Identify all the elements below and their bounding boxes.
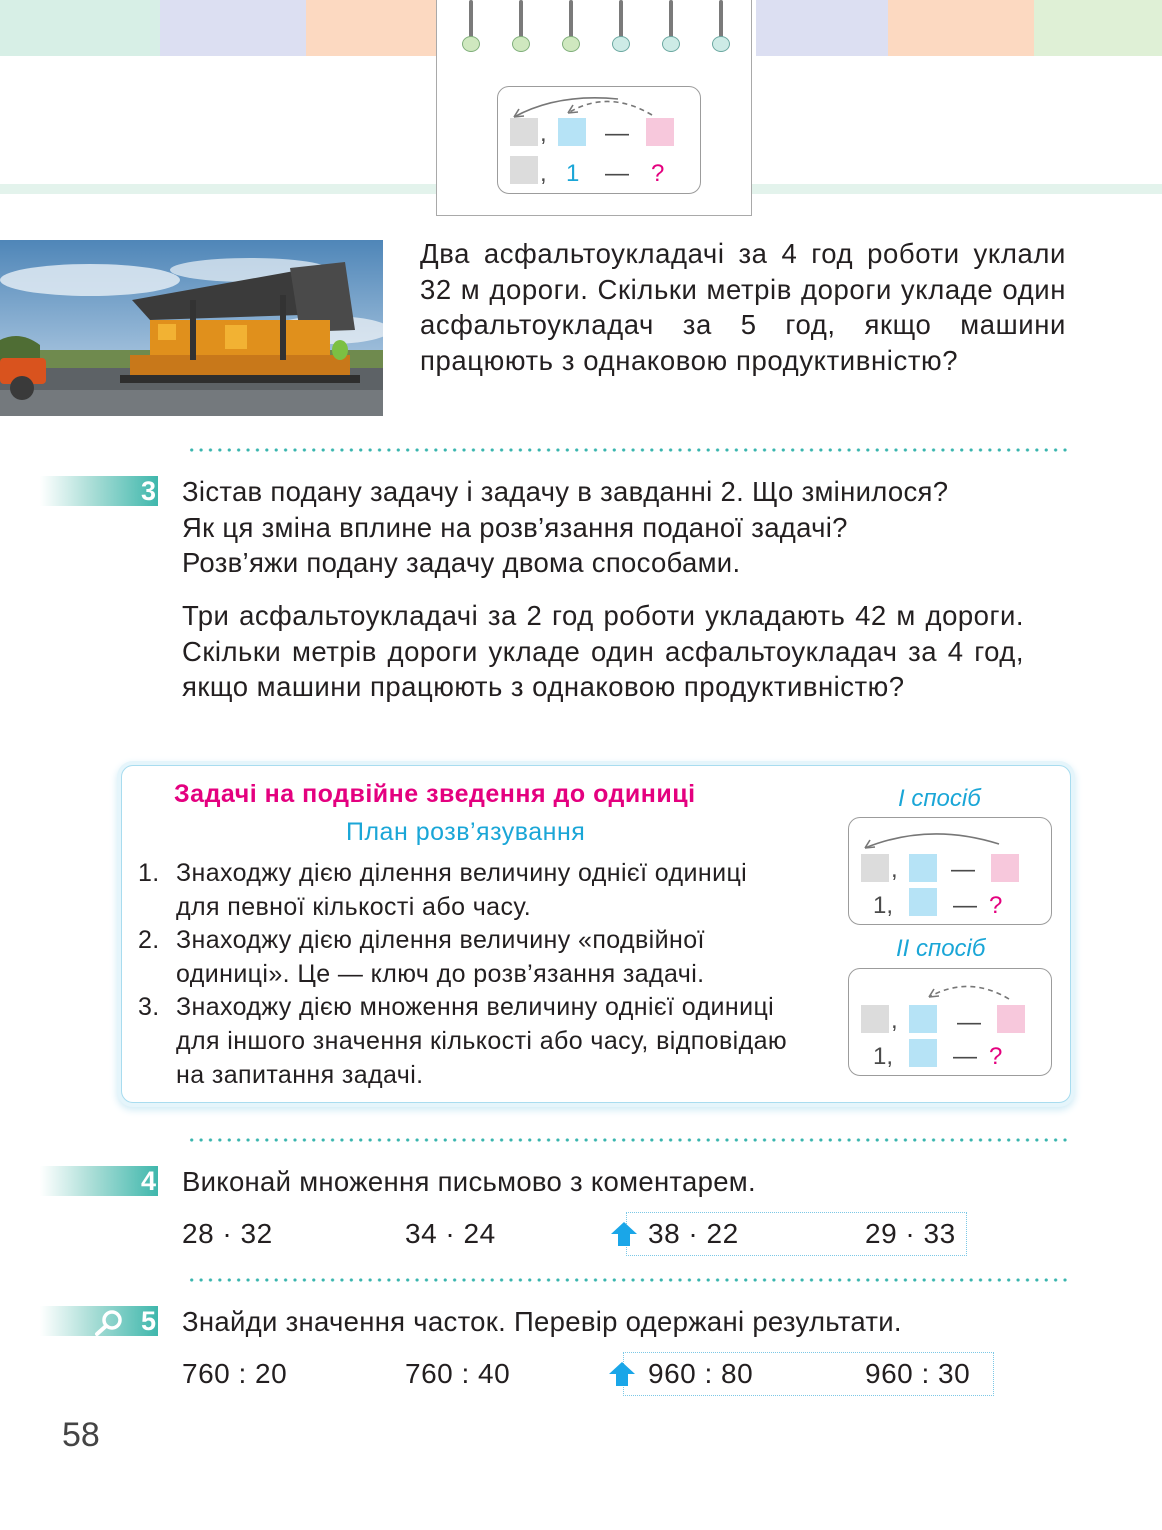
rule-step: 3. Знаходжу дією множення величину однієї одиниці для іншого значення кількості або часу, відповідаю на запитання задачі.	[138, 993, 788, 1089]
up-arrow-icon	[609, 1361, 635, 1387]
expression: 960 : 30	[865, 1358, 971, 1389]
page-number: 58	[62, 1416, 100, 1454]
expression: 38 · 22	[648, 1218, 739, 1249]
task-number-badge: 3	[40, 476, 158, 506]
notebook-scheme-card	[436, 0, 752, 216]
expression: 760 : 40	[405, 1358, 511, 1389]
task-number-badge: 4	[40, 1166, 158, 1196]
way-2-scheme: , — 1, — ?	[848, 968, 1052, 1076]
task-4-text: Виконай множення письмово з коментарем.	[182, 1166, 756, 1197]
way-1-scheme: , — 1, — ?	[848, 817, 1052, 925]
way-1-arrow	[849, 818, 1053, 858]
rule-step: 2. Знаходжу дією ділення величину «подвійної одиниці». Це — ключ до розв’язання задачі.	[138, 926, 705, 988]
unit-scheme-box: , — , 1 — ?	[497, 86, 701, 194]
expression: 34 · 24	[405, 1218, 496, 1249]
expression: 760 : 20	[182, 1358, 288, 1389]
expression: 960 : 80	[648, 1358, 754, 1389]
rule-step: 1. Знаходжу дією ділення величину однієї одиниці для певної кількості або часу.	[138, 859, 748, 921]
way-1-label: І спосіб	[898, 785, 981, 812]
way-2-arrow	[849, 969, 1053, 1009]
way-2-label: ІІ спосіб	[896, 935, 986, 962]
task-5-text: Знайди значення часток. Перевір одержані результати.	[182, 1306, 902, 1337]
task-2-text: Два асфальтоукладачі за 4 год роботи уклали 32 м дороги. Скільки метрів дороги укладе один асфальтоукладач за 5 год, якщо машини працюють з однаковою продуктивністю?	[420, 238, 1066, 376]
task-3-instructions: Зістав подану задачу і задачу в завданні 2. Що змінилося? Як ця зміна вплине на розв’язання поданої задачі? Розв’яжи подану задачу двома способами.	[182, 476, 949, 578]
dotted-divider	[187, 1278, 1067, 1282]
up-arrow-icon	[611, 1221, 637, 1247]
task-3-problem: Три асфальтоукладачі за 2 год роботи укладають 42 м дороги. Скільки метрів дороги укладе один асфальтоукладач за 4 год, якщо машини працюють з однаковою продуктивністю?	[182, 600, 1024, 702]
rule-subtitle: План розв’язування	[346, 818, 586, 846]
asphalt-paver-photo	[0, 240, 383, 416]
rule-title: Задачі на подвійне зведення до одиниці	[174, 780, 696, 808]
rule-steps	[138, 857, 788, 1092]
expression: 28 · 32	[182, 1218, 273, 1249]
task-number-badge: 5	[40, 1306, 158, 1336]
magnifier-icon	[92, 1308, 126, 1336]
dotted-divider	[187, 448, 1067, 452]
expression: 29 · 33	[865, 1218, 956, 1249]
dotted-divider	[187, 1138, 1067, 1142]
